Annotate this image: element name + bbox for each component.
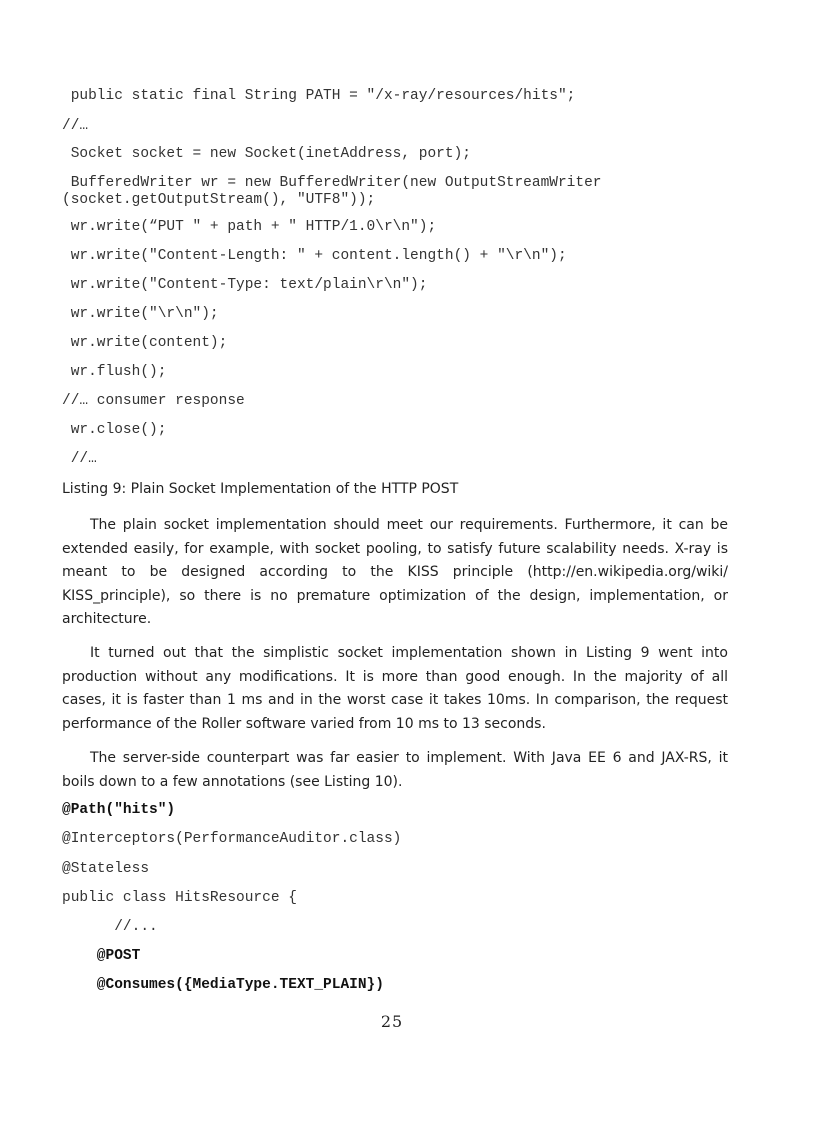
- body-paragraph: The plain socket implementation should meet our requirements. Furthermore, it can be extended easily, for example, with socket pooling, to satisfy future scalability needs. X-ray is meant to be designed according to the KISS principle (http://en.wikipedia.org/wiki/ KISS_principle), so there is no premature optimization of the design, implementation, or architecture.: [62, 517, 728, 627]
- code-line: //… consumer response: [62, 393, 245, 409]
- code-line: wr.write(content);: [62, 335, 228, 351]
- code-line: @Path("hits"): [62, 802, 176, 818]
- code-line: @Interceptors(PerformanceAuditor.class): [62, 831, 402, 847]
- code-line: @Stateless: [62, 861, 150, 877]
- code-line: wr.write(“PUT " + path + " HTTP/1.0\r\n");: [62, 219, 437, 235]
- code-line: @POST: [62, 948, 141, 964]
- code-line: wr.close();: [62, 422, 167, 438]
- code-line: BufferedWriter wr = new BufferedWriter(new OutputStreamWriter (socket.getOutputStream(), "UTF8"));: [62, 175, 602, 208]
- body-paragraph: It turned out that the simplistic socket implementation shown in Listing 9 went into production without any modifications. It is more than good enough. In the majority of all cases, it is faster than 1 ms and in the worst case it takes 10ms. In comparison, the request performance of the Roller software varied from 10 ms to 13 seconds.: [62, 645, 728, 732]
- code-line: @Consumes({MediaType.TEXT_PLAIN}): [62, 977, 384, 993]
- code-line: //...: [62, 919, 158, 935]
- code-line: wr.write("Content-Type: text/plain\r\n");: [62, 277, 428, 293]
- listing-caption: Listing 9: Plain Socket Implementation of the HTTP POST: [62, 481, 459, 497]
- code-line: //…: [62, 451, 97, 467]
- body-paragraph: The server-side counterpart was far easier to implement. With Java EE 6 and JAX-RS, it boils down to a few annotations (see Listing 10).: [62, 750, 728, 790]
- code-line: //…: [62, 118, 89, 134]
- code-line: public static final String PATH = "/x-ray/resources/hits";: [62, 88, 576, 104]
- code-line: wr.flush();: [62, 364, 167, 380]
- code-line: public class HitsResource {: [62, 890, 297, 906]
- code-line: wr.write("Content-Length: " + content.length() + "\r\n");: [62, 248, 567, 264]
- code-line: Socket socket = new Socket(inetAddress, port);: [62, 146, 471, 162]
- code-line: wr.write("\r\n");: [62, 306, 219, 322]
- page-number: 25: [380, 1012, 404, 1031]
